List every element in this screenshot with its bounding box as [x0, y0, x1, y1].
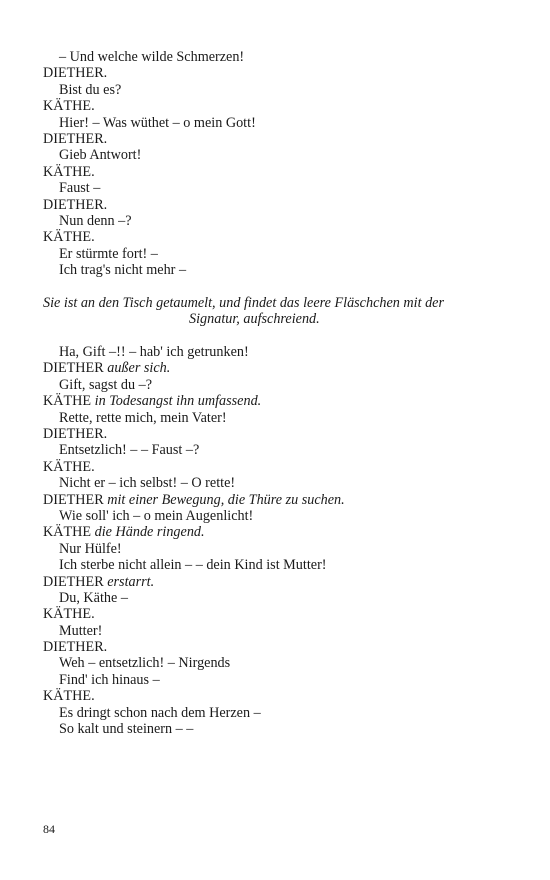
stage-direction-inline: mit einer Bewegung, die Thüre zu suchen.: [107, 491, 345, 508]
verse-line: Ha, Gift –!! – hab' ich getrunken!: [59, 344, 249, 361]
verse-line: Rette, rette mich, mein Vater!: [59, 409, 227, 426]
speaker-name: KÄTHE: [43, 393, 92, 410]
stage-direction-inline: außer sich.: [107, 360, 171, 377]
verse-line: Mutter!: [59, 622, 103, 639]
speaker-line: [43, 639, 513, 655]
stage-direction-inline: die Hände ringend.: [94, 524, 205, 541]
speaker-line: [43, 65, 513, 81]
speaker-line: [43, 393, 513, 409]
speaker-line: [43, 131, 513, 147]
speaker-name: KÄTHE.: [43, 98, 95, 115]
blank-line: [43, 278, 513, 294]
speaker-line: [43, 164, 513, 180]
stage-direction: [43, 295, 513, 328]
verse-line: Du, Käthe –: [59, 589, 128, 606]
speaker-name: DIETHER: [43, 573, 104, 590]
page-number: 84: [43, 822, 55, 836]
verse-line: – Und welche wilde Schmerzen!: [59, 49, 245, 65]
speaker-name: DIETHER.: [43, 639, 108, 656]
verse-line: Nun denn –?: [59, 212, 132, 229]
speaker-line: [43, 360, 513, 376]
speaker-line: [43, 197, 513, 213]
stage-direction-inline: erstarrt.: [107, 573, 155, 590]
verse-line: Ich sterbe nicht allein – – dein Kind ist Mutter!: [59, 557, 327, 574]
verse-line: Hier! – Was wüthet – o mein Gott!: [59, 114, 256, 131]
speaker-name: DIETHER: [43, 491, 104, 508]
stage-direction-line: Signatur, aufschreiend.: [189, 311, 320, 328]
verse-line: Entsetzlich! – – Faust –?: [59, 442, 200, 459]
dialogue-text: [43, 49, 513, 737]
speaker-name: KÄTHE: [43, 524, 92, 541]
verse-line: Gieb Antwort!: [59, 147, 142, 164]
speaker-name: DIETHER.: [43, 426, 108, 443]
speaker-name: KÄTHE.: [43, 606, 95, 623]
verse-line: Nicht er – ich selbst! – O rette!: [59, 475, 236, 492]
speaker-line: [43, 98, 513, 114]
speaker-name: KÄTHE.: [43, 458, 95, 475]
speaker-line: [43, 459, 513, 475]
verse-line: Faust –: [59, 180, 101, 197]
speaker-line: [43, 574, 513, 590]
speaker-name: KÄTHE.: [43, 229, 95, 246]
verse-line: Er stürmte fort! –: [59, 245, 158, 262]
verse-line: Find' ich hinaus –: [59, 671, 160, 688]
speaker-name: DIETHER: [43, 360, 104, 377]
speaker-line: [43, 492, 513, 508]
speaker-name: DIETHER.: [43, 65, 108, 82]
speaker-line: [43, 426, 513, 442]
speaker-name: KÄTHE.: [43, 163, 95, 180]
blank-line: [43, 328, 513, 344]
speaker-line: [43, 606, 513, 622]
verse-line: Bist du es?: [59, 81, 122, 98]
verse-line: Weh – entsetzlich! – Nirgends: [59, 655, 231, 672]
speaker-name: KÄTHE.: [43, 688, 95, 705]
stage-direction-inline: in Todesangst ihn umfassend.: [94, 393, 262, 410]
speaker-name: DIETHER.: [43, 196, 108, 213]
verse-line: Wie soll' ich – o mein Augenlicht!: [59, 507, 254, 524]
speaker-line: [43, 688, 513, 704]
verse-line: Es dringt schon nach dem Herzen –: [59, 704, 261, 721]
speaker-name: DIETHER.: [43, 130, 108, 147]
verse-line: Nur Hülfe!: [59, 540, 122, 557]
speaker-line: [43, 229, 513, 245]
verse-line: So kalt und steinern – –: [59, 721, 194, 738]
verse-line: Gift, sagst du –?: [59, 376, 152, 393]
stage-direction-line: Sie ist an den Tisch getaumelt, und findet das leere Fläschchen mit der: [43, 294, 444, 311]
speaker-line: [43, 524, 513, 540]
verse-line: Ich trag's nicht mehr –: [59, 262, 187, 279]
